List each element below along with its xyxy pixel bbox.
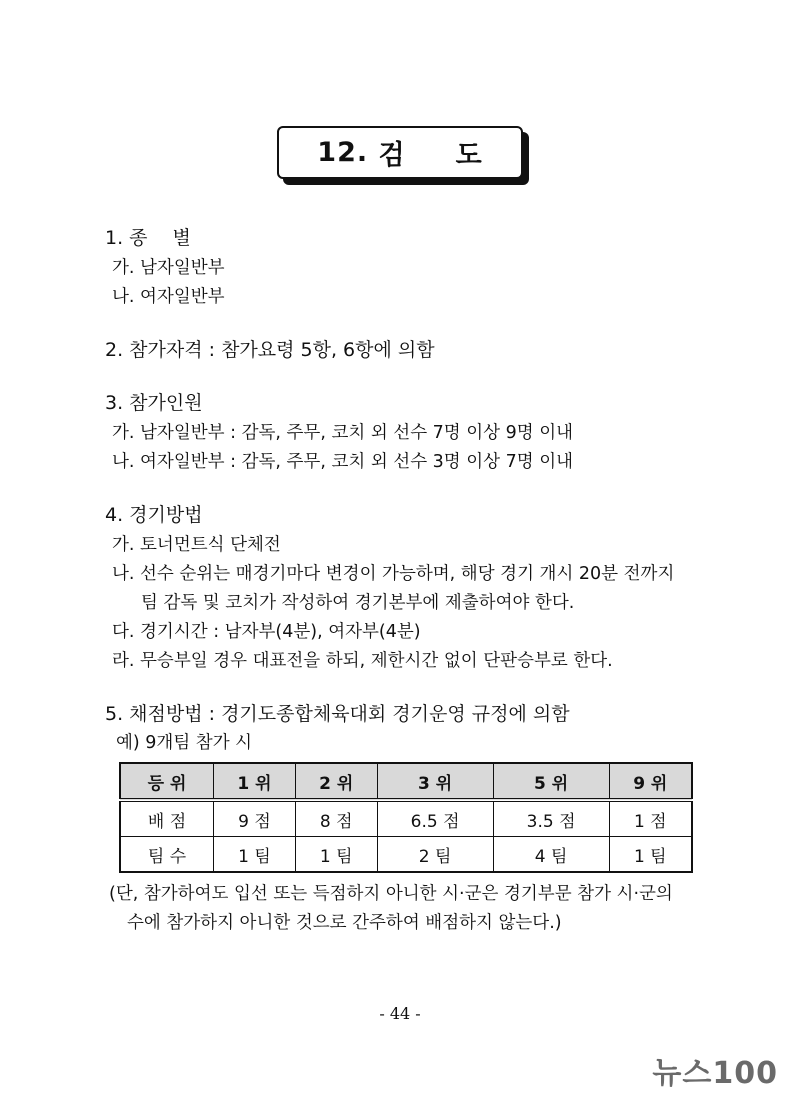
- table-cell: 3.5 점: [493, 800, 609, 837]
- section-5-example: 예) 9개팀 참가 시: [116, 733, 253, 753]
- table-note-continued: 수에 참가하지 아니한 것으로 간주하여 배점하지 않는다.): [127, 913, 562, 933]
- section-title-box: [277, 126, 523, 179]
- section-1-item: 가. 남자일반부: [112, 258, 225, 278]
- title-number: 12.: [317, 137, 369, 168]
- section-4-item-continued: 팀 감독 및 코치가 작성하여 경기본부에 제출하여야 한다.: [141, 593, 575, 613]
- section-1-heading: 1. 종 별: [105, 227, 191, 249]
- table-header-cell: 등 위: [120, 763, 214, 800]
- table-cell: 8 점: [295, 800, 377, 837]
- section-4-item: 다. 경기시간 : 남자부(4분), 여자부(4분): [112, 622, 421, 642]
- table-cell: 4 팀: [493, 837, 609, 873]
- section-4-item: 나. 선수 순위는 매경기마다 변경이 가능하며, 해당 경기 개시 20분 전까지: [112, 564, 675, 584]
- table-header-row: [120, 763, 692, 800]
- table-header-cell: 1 위: [214, 763, 296, 800]
- table-header-cell: 9 위: [609, 763, 692, 800]
- table-cell: 1 팀: [609, 837, 692, 873]
- table-cell: 6.5 점: [377, 800, 493, 837]
- section-5-heading: 5. 채점방법 : 경기도종합체육대회 경기운영 규정에 의함: [105, 703, 570, 725]
- section-1-item: 나. 여자일반부: [112, 287, 225, 307]
- section-4-heading: 4. 경기방법: [105, 504, 203, 526]
- section-3-item: 나. 여자일반부 : 감독, 주무, 코치 외 선수 3명 이상 7명 이내: [112, 452, 574, 472]
- section-title: [277, 126, 523, 179]
- title-char-2: 도: [455, 140, 483, 171]
- table-row: [120, 837, 692, 873]
- section-4-item: 가. 토너먼트식 단체전: [112, 535, 281, 555]
- table-header-cell: 5 위: [493, 763, 609, 800]
- table-cell: 배 점: [120, 800, 214, 837]
- table-header-cell: 3 위: [377, 763, 493, 800]
- table-cell: 2 팀: [377, 837, 493, 873]
- table-cell: 1 점: [609, 800, 692, 837]
- table-header-cell: 2 위: [295, 763, 377, 800]
- watermark-logo: 뉴스100: [652, 1056, 778, 1091]
- scoring-table: [119, 762, 693, 873]
- title-char-1: 검: [378, 140, 406, 171]
- table-cell: 1 팀: [295, 837, 377, 873]
- table-cell: 9 점: [214, 800, 296, 837]
- section-2-heading: 2. 참가자격 : 참가요령 5항, 6항에 의함: [105, 339, 435, 361]
- table-row: [120, 800, 692, 837]
- section-3-item: 가. 남자일반부 : 감독, 주무, 코치 외 선수 7명 이상 9명 이내: [112, 423, 574, 443]
- table-cell: 1 팀: [214, 837, 296, 873]
- table-note: (단, 참가하여도 입선 또는 득점하지 아니한 시·군은 경기부문 참가 시·군의: [109, 884, 673, 904]
- section-4-item: 라. 무승부일 경우 대표전을 하되, 제한시간 없이 단판승부로 한다.: [112, 651, 613, 671]
- table-cell: 팀 수: [120, 837, 214, 873]
- page-number: - 44 -: [379, 1004, 421, 1023]
- section-3-heading: 3. 참가인원: [105, 392, 203, 414]
